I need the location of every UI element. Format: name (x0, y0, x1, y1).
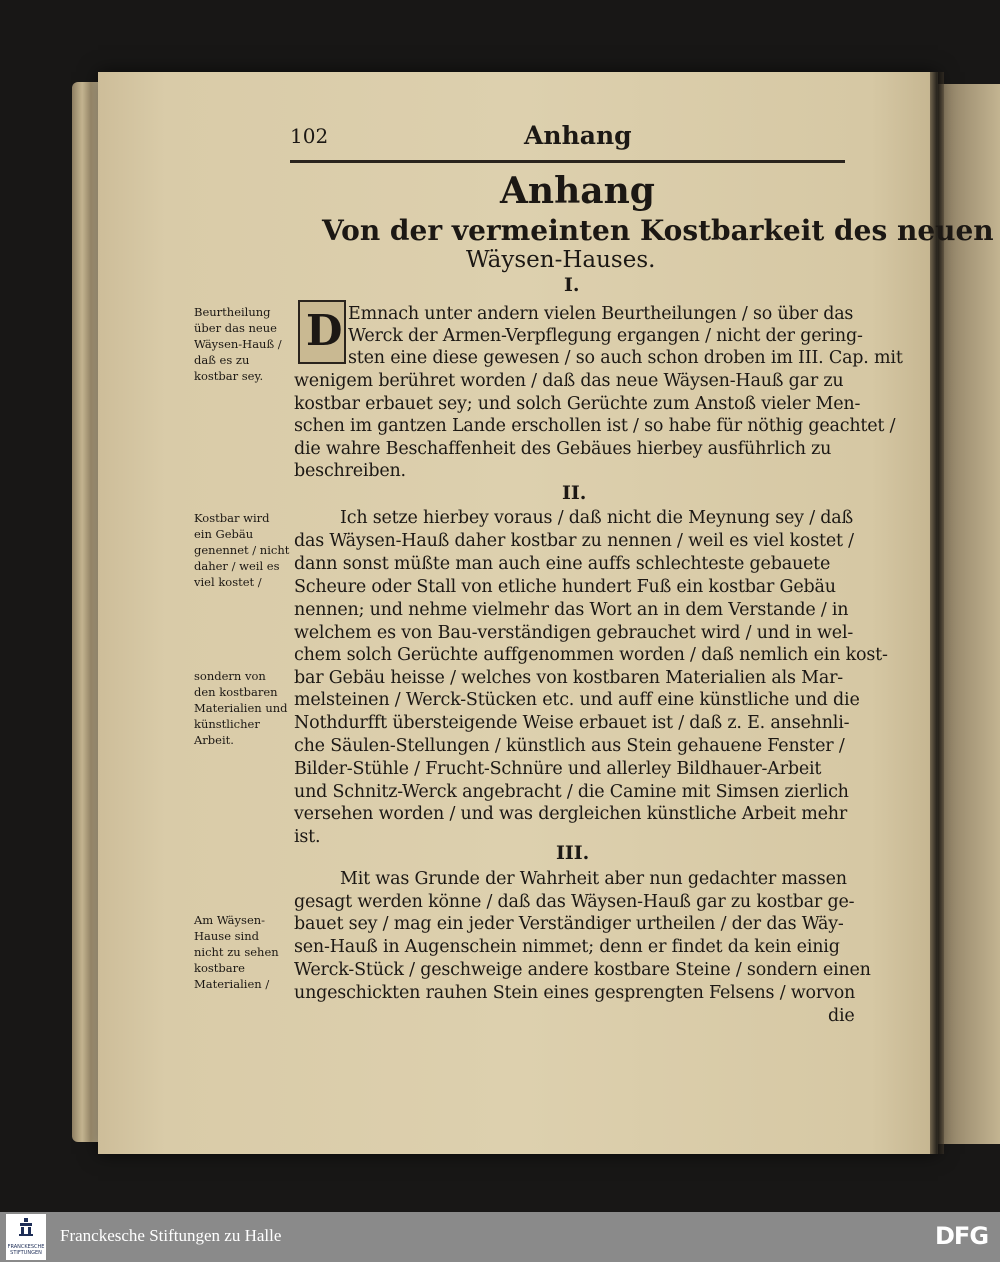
section-number: III. (556, 842, 590, 864)
text-line: dann sonst müßte man auch eine auffs schlechteste gebauete (294, 554, 831, 574)
dfg-logo[interactable]: DFG (935, 1222, 989, 1250)
text-line: Mit was Grunde der Wahrheit aber nun gedachter massen (340, 869, 847, 889)
text-line: gesagt werden könne / daß das Wäysen-Hauß gar zu kostbar ge- (294, 892, 855, 912)
text-line: chem solch Gerüchte auffgenommen worden / daß nemlich ein kost- (294, 645, 888, 665)
chapter-subtitle-line2: Wäysen-Hauses. (466, 247, 656, 273)
logo-text: FRANCKESCHE STIFTUNGEN (7, 1244, 45, 1256)
text-line: das Wäysen-Hauß daher kostbar zu nennen / weil es viel kostet / (294, 531, 854, 551)
running-head: Anhang (524, 121, 632, 150)
text-line: versehen worden / und was dergleichen künstliche Arbeit mehr (294, 804, 848, 824)
footer-title: Franckesche Stiftungen zu Halle (60, 1226, 282, 1245)
text-line: sen-Hauß in Augenschein nimmet; denn er findet da kein einig (294, 937, 840, 957)
text-line: sten eine diese gewesen / so auch schon droben im III. Cap. mit (348, 348, 903, 368)
text-line: kostbar erbauet sey; und solch Gerüchte zum Anstoß vieler Men- (294, 394, 861, 414)
text-line: melsteinen / Werck-Stücken etc. und auff eine künstliche und die (294, 690, 860, 710)
text-line: bauet sey / mag ein jeder Verständiger urtheilen / der das Wäy- (294, 914, 844, 934)
catchword: die (828, 1006, 855, 1026)
text-line: bar Gebäu heisse / welches von kostbaren Materialien als Mar- (294, 668, 843, 688)
text-line: welchem es von Bau-verständigen gebrauchet wird / und in wel- (294, 623, 854, 643)
text-line: und Schnitz-Werck angebracht / die Camine mit Simsen zierlich (294, 782, 849, 802)
text-line: nennen; und nehme vielmehr das Wort an in dem Verstande / in (294, 600, 849, 620)
institution-icon (18, 1218, 34, 1236)
franckesche-stiftungen-logo[interactable] (6, 1214, 46, 1260)
text-line: Nothdurfft übersteigende Weise erbauet ist / daß z. E. ansehnli- (294, 713, 850, 733)
text-line: wenigem berühret worden / daß das neue Wäysen-Hauß gar zu (294, 371, 844, 391)
initial-letter: D (306, 306, 343, 355)
text-line: schen im gantzen Lande erschollen ist / so habe für nöthig geachtet / (294, 416, 896, 436)
decorated-initial (298, 300, 346, 364)
margin-note: sondern von den kostbaren Materialien und künstlicher Arbeit. (194, 669, 288, 747)
text-line: Werck-Stück / geschweige andere kostbare Steine / sondern einen (294, 960, 871, 980)
text-line: die wahre Beschaffenheit des Gebäues hierbey ausführlich zu (294, 439, 832, 459)
page-number: 102 (290, 124, 329, 148)
margin-note: Beurtheilung über das neue Wäysen-Hauß / daß es zu kostbar sey. (194, 305, 282, 383)
chapter-title: Anhang (500, 170, 655, 212)
margin-note: Am Wäysen-Hause sind nicht zu sehen kostbare Materialien / (194, 913, 279, 991)
text-line: Emnach unter andern vielen Beurtheilungen / so über das (348, 304, 854, 324)
text-line: Ich setze hierbey voraus / daß nicht die Meynung sey / daß (340, 508, 853, 528)
text-line: ist. (294, 827, 321, 847)
chapter-subtitle-line1: Von der vermeinten Kostbarkeit des neuen (322, 214, 994, 247)
section-number: I. (564, 274, 580, 296)
text-line: che Säulen-Stellungen / künstlich aus Stein gehauene Fenster / (294, 736, 845, 756)
text-line: Bilder-Stühle / Frucht-Schnüre und allerley Bildhauer-Arbeit (294, 759, 822, 779)
text-line: Scheure oder Stall von etliche hundert Fuß ein kostbar Gebäu (294, 577, 836, 597)
margin-note: Kostbar wird ein Gebäu genennet / nicht daher / weil es viel kostet / (194, 511, 290, 589)
section-number: II. (562, 482, 587, 504)
text-line: Werck der Armen-Verpflegung ergangen / nicht der gering- (348, 326, 863, 346)
text-line: beschreiben. (294, 461, 406, 481)
text-line: ungeschickten rauhen Stein eines gesprengten Felsens / worvon (294, 983, 856, 1003)
header-rule (290, 160, 845, 163)
